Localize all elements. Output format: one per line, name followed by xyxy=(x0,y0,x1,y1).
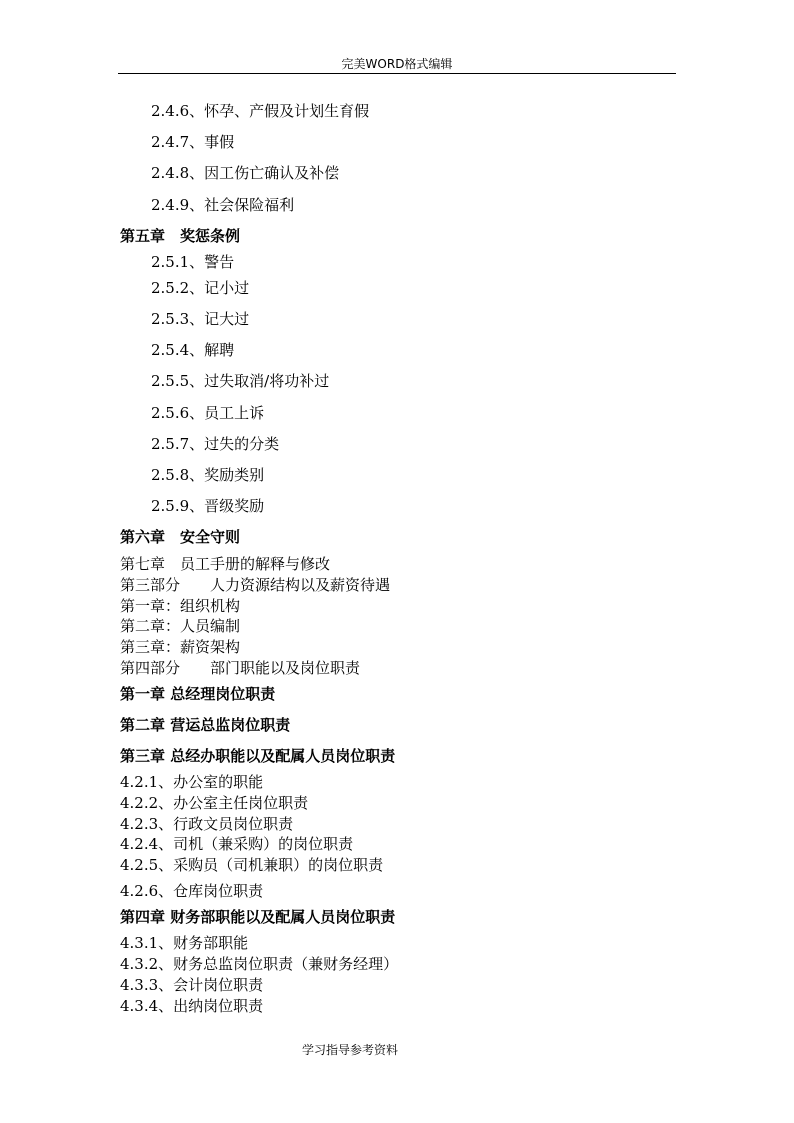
toc-chapter-heading: 第二章 营运总监岗位职责 xyxy=(120,716,291,734)
page-header: 完美WORD格式编辑 xyxy=(341,57,453,71)
toc-entry: 2.5.8、奖励类别 xyxy=(151,466,265,484)
toc-entry: 2.5.3、记大过 xyxy=(151,310,250,328)
toc-entry: 4.2.4、司机（兼采购）的岗位职责 xyxy=(120,835,354,853)
page-footer: 学习指导参考资料 xyxy=(301,1043,398,1057)
toc-chapter-heading: 第四章 财务部职能以及配属人员岗位职责 xyxy=(120,908,396,926)
toc-entry: 2.5.5、过失取消/将功补过 xyxy=(151,372,330,390)
toc-chapter: 第一章：组织机构 xyxy=(120,597,241,615)
toc-part: 第三部分 人力资源结构以及薪资待遇 xyxy=(120,576,391,594)
toc-entry: 4.2.6、仓库岗位职责 xyxy=(120,882,264,900)
toc-entry: 4.2.3、行政文员岗位职责 xyxy=(120,815,294,833)
header-rule xyxy=(118,73,676,74)
toc-entry: 4.2.5、采购员（司机兼职）的岗位职责 xyxy=(120,856,384,874)
toc-entry: 2.5.7、过失的分类 xyxy=(151,435,280,453)
toc-entry: 4.2.2、办公室主任岗位职责 xyxy=(120,794,309,812)
toc-chapter-heading: 第三章 总经办职能以及配属人员岗位职责 xyxy=(120,747,396,765)
toc-chapter: 第二章：人员编制 xyxy=(120,617,241,635)
toc-entry: 4.3.3、会计岗位职责 xyxy=(120,976,264,994)
toc-entry: 4.3.2、财务总监岗位职责（兼财务经理） xyxy=(120,955,399,973)
toc-entry: 4.2.1、办公室的职能 xyxy=(120,773,264,791)
toc-entry: 2.5.1、警告 xyxy=(151,253,235,271)
toc-entry: 2.5.2、记小过 xyxy=(151,279,250,297)
toc-entry: 2.5.4、解聘 xyxy=(151,341,235,359)
toc-entry: 2.4.8、因工伤亡确认及补偿 xyxy=(151,164,340,182)
toc-part: 第四部分 部门职能以及岗位职责 xyxy=(120,659,361,677)
toc-chapter-heading: 第六章 安全守则 xyxy=(120,528,241,546)
toc-chapter-heading: 第五章 奖惩条例 xyxy=(120,227,241,245)
toc-entry: 4.3.1、财务部职能 xyxy=(120,934,249,952)
toc-entry: 4.3.4、出纳岗位职责 xyxy=(120,997,264,1015)
toc-entry: 2.5.6、员工上诉 xyxy=(151,404,265,422)
toc-entry: 2.4.9、社会保险福利 xyxy=(151,196,295,214)
toc-entry: 2.4.6、怀孕、产假及计划生育假 xyxy=(151,102,370,120)
toc-chapter: 第七章 员工手册的解释与修改 xyxy=(120,555,331,573)
toc-chapter-heading: 第一章 总经理岗位职责 xyxy=(120,685,276,703)
toc-entry: 2.4.7、事假 xyxy=(151,133,235,151)
toc-entry: 2.5.9、晋级奖励 xyxy=(151,497,265,515)
toc-chapter: 第三章：薪资架构 xyxy=(120,638,241,656)
